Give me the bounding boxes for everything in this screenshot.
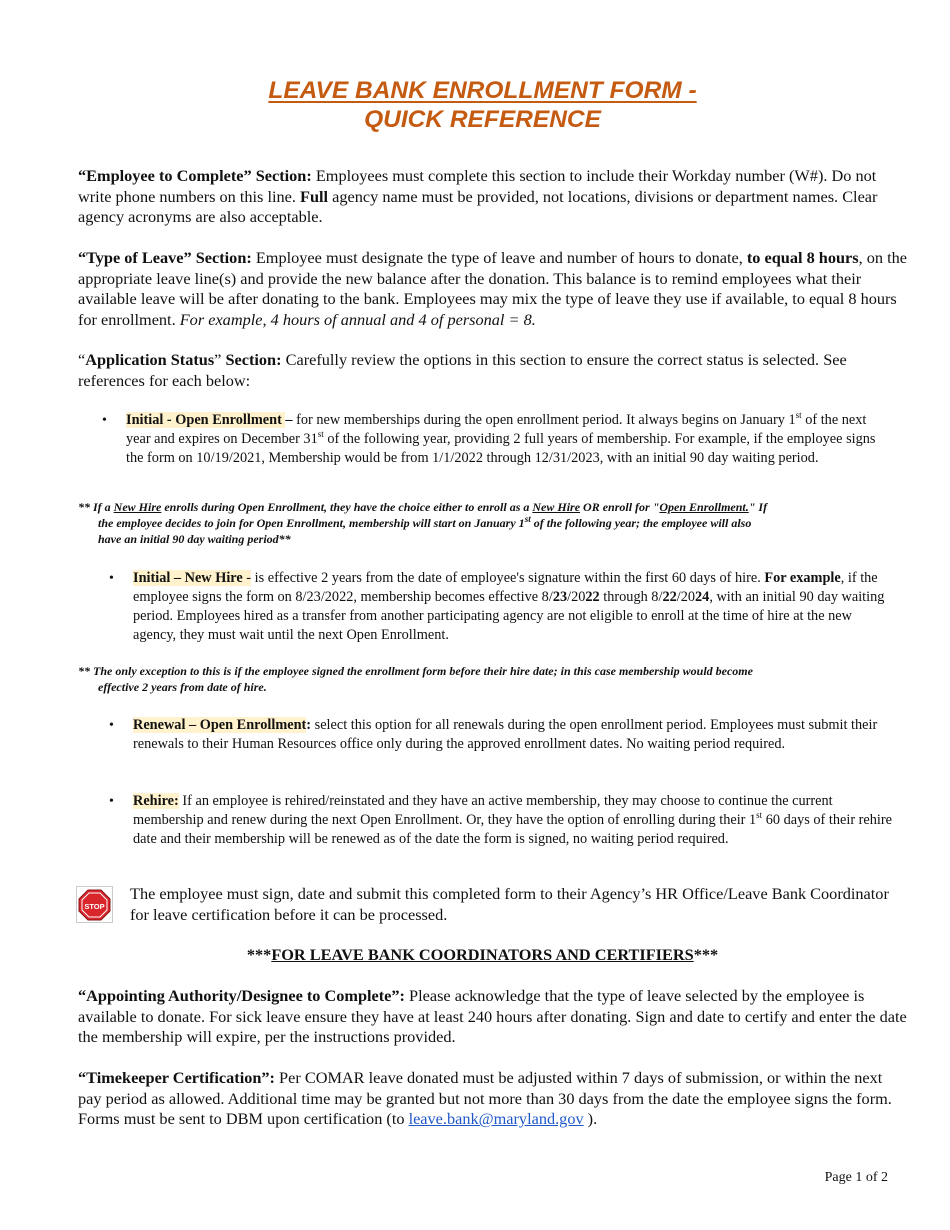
type-of-leave-paragraph: “Type of Leave” Section: Employee must designate the type of leave and number of hours to donate, to equal 8 hours, on the appropriate leave line(s) and provide the new balance after the donation. This balance is to remind employees what their available leave will be after donating to the bank. Employees may mix the type of leave they use if available, to equal 8 hours for enrollment. For example, 4 hours of annual and 4 of personal = 8.	[78, 248, 908, 329]
bullet-initial-open-enrollment: • Initial - Open Enrollment – for new memberships during the open enrollment period. It always begins on January 1st of the next year and expires on December 31st of the following year, providing 2 full years of membership. For example, if the employee signs the form on 10/19/2021, Membership would be from 1/1/2022 through 12/31/2023, with an initial 90 day waiting period.	[102, 410, 876, 466]
timekeeper-label: “Timekeeper Certification”:	[78, 1068, 275, 1087]
rehire-label: Rehire:	[133, 793, 179, 809]
coordinators-heading: ***FOR LEAVE BANK COORDINATORS AND CERTIFIERS***	[246, 945, 719, 964]
bullet-dot: •	[109, 718, 114, 733]
title-line-2: QUICK REFERENCE	[364, 106, 601, 133]
application-status-paragraph: “Application Status” Section: Carefully review the options in this section to ensure the correct status is selected. See references for each below:	[78, 350, 847, 390]
note-new-hire-open-enrollment: ** If a New Hire enrolls during Open Enrollment, they have the choice either to enroll as a New Hire OR enroll for "Open Enrollment." If the employee decides to join for Open Enrollment, membership will start on January 1st of the following year; the employee will also have an initial 90 day waiting period**	[78, 500, 768, 546]
stop-notice-text: The employee must sign, date and submit this completed form to their Agency’s HR Office/Leave Bank Coordinator for leave certification before it can be processed.	[130, 884, 889, 924]
bullet-dot: •	[109, 571, 114, 586]
bullet-rehire: • Rehire: If an employee is rehired/reinstated and they have an active membership, they may choose to continue the current membership and renew during the next Open Enrollment. Or, they have the option of enrolling during their 1st 60 days of their rehire date and their membership will be renewed as of the date the form is signed, no waiting period required.	[109, 793, 893, 847]
appointing-authority-label: “Appointing Authority/Designee to Complete”:	[78, 986, 405, 1005]
title-line-1: LEAVE BANK ENROLLMENT FORM -	[268, 77, 697, 104]
employee-section-label: “Employee to Complete” Section:	[78, 166, 312, 185]
application-status-label: Application Status	[85, 350, 215, 369]
initial-new-hire-label: Initial – New Hire	[133, 570, 243, 586]
employee-section-paragraph: “Employee to Complete” Section: Employees must complete this section to include their Workday number (W#). Do not write phone numbers on this line. Full agency name must be provided, not locations, divisions or department names. Clear agency acronyms are also acceptable.	[78, 166, 878, 227]
initial-open-enrollment-label: Initial - Open Enrollment	[126, 412, 286, 428]
renewal-label: Renewal – Open Enrollment	[133, 717, 307, 733]
svg-text:STOP: STOP	[84, 902, 105, 911]
appointing-authority-paragraph: “Appointing Authority/Designee to Complete”: Please acknowledge that the type of leave selected by the employee is available to donate. For sick leave ensure they have at least 240 hours after donating. Sign and date to certify and enter the date the membership will expire, per the instructions provided.	[78, 986, 907, 1047]
leave-bank-email-link[interactable]: leave.bank@maryland.gov	[408, 1109, 584, 1129]
timekeeper-certification-paragraph: “Timekeeper Certification”: Per COMAR leave donated must be adjusted within 7 days of submission, or within the next pay period as allowed. Additional time may be granted but not more than 30 days from the date the employee signs the form. Forms must be sent to DBM upon certification (to leave.bank@maryland.gov ).	[78, 1068, 892, 1129]
stop-sign-icon	[76, 886, 113, 923]
type-of-leave-label: “Type of Leave” Section:	[78, 248, 252, 267]
bullet-renewal-open-enrollment: • Renewal – Open Enrollment: select this option for all renewals during the open enrollment period. Employees must submit their renewals to their Human Resources office only during the approved enrollment dates. No waiting period required.	[109, 717, 878, 752]
note-hire-date-exception: ** The only exception to this is if the employee signed the enrollment form before their hire date; in this case membership would become effective 2 years from date of hire.	[78, 664, 753, 694]
bullet-initial-new-hire: • Initial – New Hire - is effective 2 years from the date of employee's signature within the first 60 days of hire. For example, if the employee signs the form on 8/23/2022, membership becomes effective 8/23/2022 through 8/22/2024, with an initial 90 day waiting period. Employees hired as a transfer from another participating agency are not eligible to enroll at the time of hire at the new agency, they must wait until the next Open Enrollment.	[109, 570, 885, 643]
bullet-dot: •	[102, 413, 107, 428]
page-number: Page 1 of 2	[824, 1170, 888, 1185]
bullet-dot: •	[109, 794, 114, 809]
